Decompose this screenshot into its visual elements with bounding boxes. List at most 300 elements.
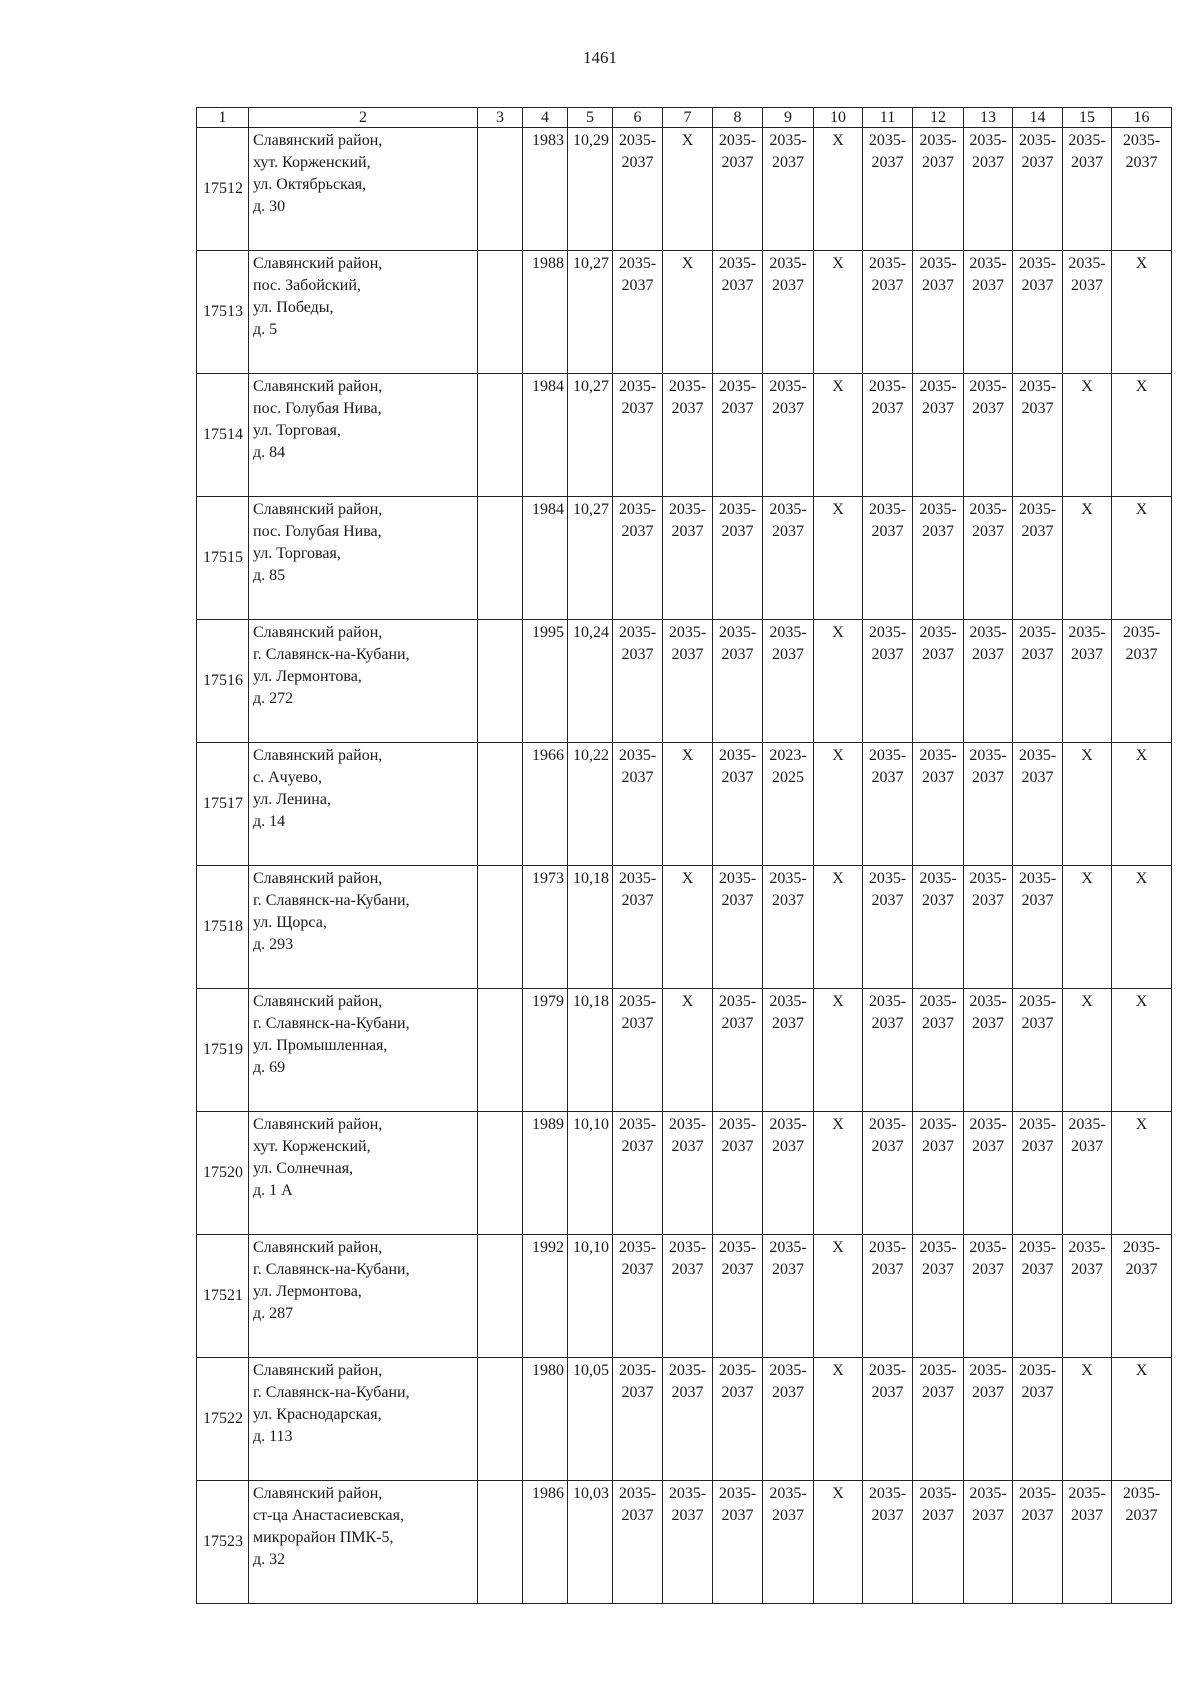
period-cell <box>913 620 964 743</box>
period-cell <box>1063 1112 1112 1235</box>
row-id: 17519 <box>197 989 249 1112</box>
period-cell <box>913 128 964 251</box>
mark-x: X <box>832 870 844 887</box>
period-line: 2037 <box>1125 646 1158 663</box>
period-line: 2035- <box>969 1116 1007 1133</box>
period-cell <box>613 989 663 1112</box>
row-address <box>249 374 478 497</box>
mark-x: X <box>681 993 694 1010</box>
period-line: 2035- <box>969 1362 1007 1379</box>
period-cell <box>763 251 814 374</box>
address-line: г. Славянск-на-Кубани, <box>253 1261 410 1278</box>
period-line: 2035- <box>769 1485 807 1502</box>
period-line: 2035- <box>1122 1239 1161 1256</box>
period-cell <box>1063 251 1112 374</box>
row-year: 1983 <box>523 128 568 251</box>
address-line: д. 32 <box>253 1551 286 1568</box>
address-line: ул. Октябрьская, <box>253 176 367 193</box>
header-cell-11: 11 <box>863 108 913 128</box>
period-cell <box>713 1112 763 1235</box>
row-value: 10,27 <box>568 374 613 497</box>
period-line: 2037 <box>721 1261 754 1278</box>
period-cell <box>613 1112 663 1235</box>
period-cell <box>613 866 663 989</box>
period-cell <box>763 866 814 989</box>
period-cell <box>863 128 913 251</box>
period-cell <box>863 1481 913 1604</box>
period-line: 2037 <box>721 1507 754 1524</box>
period-line: 2037 <box>621 1507 654 1524</box>
period-cell <box>663 866 713 989</box>
period-line: 2037 <box>1021 1507 1054 1524</box>
row-col3 <box>478 497 523 620</box>
period-line: 2035- <box>769 870 807 887</box>
period-line: 2035- <box>769 501 807 518</box>
row-value: 10,27 <box>568 251 613 374</box>
period-line: 2023- <box>769 747 807 764</box>
address-line: Славянский район, <box>253 1485 383 1502</box>
period-line: 2037 <box>772 1507 804 1524</box>
mark-x: X <box>832 1239 844 1256</box>
period-line: 2037 <box>772 1138 804 1155</box>
period-cell <box>713 866 763 989</box>
period-line: 2037 <box>621 1138 654 1155</box>
period-line: 2035- <box>769 378 807 395</box>
period-line: 2037 <box>922 277 954 294</box>
address-line: ул. Солнечная, <box>253 1160 354 1177</box>
header-cell-4: 4 <box>523 108 568 128</box>
mark-x: X <box>1135 1116 1148 1133</box>
row-col3 <box>478 1235 523 1358</box>
period-cell <box>1013 989 1063 1112</box>
period-cell <box>763 620 814 743</box>
period-line: 2037 <box>972 892 1004 909</box>
address-line: г. Славянск-на-Кубани, <box>253 1015 410 1032</box>
row-col3 <box>478 1112 523 1235</box>
period-line: 2035- <box>668 378 707 395</box>
mark-x: X <box>832 747 844 764</box>
period-cell <box>713 620 763 743</box>
period-line: 2037 <box>772 1261 804 1278</box>
period-line: 2037 <box>1021 1384 1054 1401</box>
row-address <box>249 128 478 251</box>
mark-x: X <box>1135 501 1148 518</box>
period-cell <box>863 374 913 497</box>
period-line: 2035- <box>769 624 807 641</box>
period-line: 2037 <box>671 1384 704 1401</box>
period-line: 2037 <box>871 1015 904 1032</box>
address-line: г. Славянск-на-Кубани, <box>253 892 410 909</box>
period-cell <box>663 128 713 251</box>
row-year: 1966 <box>523 743 568 866</box>
period-line: 2035- <box>969 378 1007 395</box>
row-id: 17518 <box>197 866 249 989</box>
period-cell <box>814 620 863 743</box>
address-line: д. 1 А <box>253 1182 293 1199</box>
period-line: 2035- <box>868 1239 907 1256</box>
period-line: 2035- <box>1018 993 1057 1010</box>
address-line: пос. Голубая Нива, <box>253 400 382 417</box>
period-line: 2037 <box>972 1261 1004 1278</box>
period-line: 2037 <box>721 1138 754 1155</box>
mark-x: X <box>1135 747 1148 764</box>
period-line: 2037 <box>1071 1507 1103 1524</box>
period-cell <box>964 251 1013 374</box>
period-line: 2037 <box>621 400 654 417</box>
address-line: д. 113 <box>253 1428 293 1445</box>
period-line: 2035- <box>1122 624 1161 641</box>
period-line: 2037 <box>1125 154 1158 171</box>
period-cell <box>1112 251 1172 374</box>
period-line: 2037 <box>972 523 1004 540</box>
period-line: 2037 <box>621 1261 654 1278</box>
address-line: ул. Торговая, <box>253 422 341 439</box>
address-line: ул. Торговая, <box>253 545 341 562</box>
address-line: Славянский район, <box>253 747 383 764</box>
period-cell <box>814 743 863 866</box>
address-line: Славянский район, <box>253 624 383 641</box>
period-cell <box>663 1112 713 1235</box>
period-line: 2035- <box>868 624 907 641</box>
period-line: 2037 <box>922 154 954 171</box>
period-cell <box>1063 374 1112 497</box>
period-line: 2037 <box>621 523 654 540</box>
period-line: 2035- <box>618 1116 657 1133</box>
period-line: 2035- <box>1018 1485 1057 1502</box>
period-cell <box>663 989 713 1112</box>
row-value: 10,18 <box>568 989 613 1112</box>
period-cell <box>814 251 863 374</box>
period-cell <box>1063 128 1112 251</box>
period-cell <box>663 1481 713 1604</box>
period-line: 2035- <box>618 1485 657 1502</box>
period-line: 2037 <box>871 1138 904 1155</box>
period-line: 2037 <box>621 892 654 909</box>
period-line: 2035- <box>718 501 757 518</box>
period-line: 2037 <box>972 154 1004 171</box>
period-line: 2037 <box>1021 154 1054 171</box>
address-line: д. 5 <box>253 321 278 338</box>
row-col3 <box>478 128 523 251</box>
period-line: 2035- <box>718 1239 757 1256</box>
row-col3 <box>478 989 523 1112</box>
period-line: 2035- <box>969 624 1007 641</box>
period-line: 2035- <box>668 1116 707 1133</box>
period-line: 2037 <box>972 646 1004 663</box>
row-id: 17517 <box>197 743 249 866</box>
period-cell <box>763 989 814 1112</box>
table-row <box>197 620 1172 743</box>
mark-x: X <box>832 1485 844 1502</box>
row-value: 10,05 <box>568 1358 613 1481</box>
period-cell <box>663 497 713 620</box>
period-cell <box>863 1235 913 1358</box>
row-id: 17522 <box>197 1358 249 1481</box>
period-line: 2037 <box>922 1507 954 1524</box>
period-line: 2037 <box>671 400 704 417</box>
period-line: 2035- <box>1018 747 1057 764</box>
period-line: 2037 <box>972 400 1004 417</box>
period-line: 2035- <box>868 378 907 395</box>
period-cell <box>1013 866 1063 989</box>
row-value: 10,24 <box>568 620 613 743</box>
period-cell <box>913 497 964 620</box>
row-id: 17513 <box>197 251 249 374</box>
period-line: 2037 <box>871 1507 904 1524</box>
period-line: 2035- <box>969 501 1007 518</box>
period-cell <box>913 1481 964 1604</box>
period-cell <box>1013 1481 1063 1604</box>
period-cell <box>713 497 763 620</box>
period-cell <box>814 866 863 989</box>
mark-x: X <box>681 747 694 764</box>
period-cell <box>1112 1481 1172 1604</box>
row-year: 1988 <box>523 251 568 374</box>
address-line: д. 84 <box>253 444 286 461</box>
period-cell <box>863 1358 913 1481</box>
period-cell <box>1112 128 1172 251</box>
table-row <box>197 128 1172 251</box>
row-year: 1984 <box>523 497 568 620</box>
period-cell <box>964 620 1013 743</box>
period-line: 2037 <box>671 1138 704 1155</box>
period-line: 2037 <box>671 646 704 663</box>
row-year: 1973 <box>523 866 568 989</box>
period-line: 2037 <box>621 154 654 171</box>
address-line: д. 85 <box>253 567 286 584</box>
period-line: 2035- <box>969 255 1007 272</box>
period-cell <box>713 374 763 497</box>
period-line: 2037 <box>671 523 704 540</box>
address-line: ул. Победы, <box>253 299 334 316</box>
period-line: 2037 <box>871 154 904 171</box>
period-line: 2037 <box>1071 277 1103 294</box>
address-line: ул. Ленина, <box>253 791 331 808</box>
period-line: 2035- <box>718 378 757 395</box>
period-cell <box>1063 866 1112 989</box>
header-cell-2: 2 <box>249 108 478 128</box>
period-cell <box>663 743 713 866</box>
row-col3 <box>478 620 523 743</box>
period-cell <box>613 374 663 497</box>
period-line: 2037 <box>972 1507 1004 1524</box>
period-cell <box>613 497 663 620</box>
period-cell <box>814 989 863 1112</box>
period-line: 2037 <box>972 1138 1004 1155</box>
address-line: ул. Лермонтова, <box>253 1283 362 1300</box>
address-line: Славянский район, <box>253 993 383 1010</box>
period-cell <box>964 1112 1013 1235</box>
period-cell <box>1112 1235 1172 1358</box>
period-line: 2037 <box>871 892 904 909</box>
period-cell <box>613 620 663 743</box>
period-line: 2035- <box>868 747 907 764</box>
mark-x: X <box>681 870 694 887</box>
period-line: 2035- <box>618 501 657 518</box>
period-line: 2037 <box>922 523 954 540</box>
period-cell <box>863 497 913 620</box>
table-row <box>197 1481 1172 1604</box>
mark-x: X <box>832 993 844 1010</box>
mark-x: X <box>832 624 844 641</box>
header-cell-7: 7 <box>663 108 713 128</box>
mark-x: X <box>1135 1362 1148 1379</box>
row-address <box>249 251 478 374</box>
row-year: 1989 <box>523 1112 568 1235</box>
address-line: ст-ца Анастасиевская, <box>253 1507 405 1524</box>
period-line: 2035- <box>1018 132 1057 149</box>
period-cell <box>663 374 713 497</box>
period-line: 2035- <box>969 993 1007 1010</box>
period-line: 2035- <box>618 378 657 395</box>
period-line: 2037 <box>972 769 1004 786</box>
period-cell <box>863 989 913 1112</box>
period-cell <box>964 989 1013 1112</box>
period-line: 2037 <box>871 523 904 540</box>
period-cell <box>964 128 1013 251</box>
header-cell-8: 8 <box>713 108 763 128</box>
period-line: 2035- <box>919 378 957 395</box>
row-address <box>249 989 478 1112</box>
period-line: 2035- <box>868 993 907 1010</box>
period-line: 2035- <box>868 255 907 272</box>
period-line: 2037 <box>922 769 954 786</box>
period-cell <box>863 743 913 866</box>
mark-x: X <box>832 1362 844 1379</box>
period-line: 2035- <box>1068 1485 1106 1502</box>
header-cell-14: 14 <box>1013 108 1063 128</box>
period-line: 2035- <box>919 870 957 887</box>
period-cell <box>1013 251 1063 374</box>
period-line: 2035- <box>668 1362 707 1379</box>
row-address <box>249 620 478 743</box>
period-cell <box>713 1235 763 1358</box>
period-line: 2035- <box>718 870 757 887</box>
header-cell-1: 1 <box>197 108 249 128</box>
mark-x: X <box>1135 993 1148 1010</box>
row-col3 <box>478 743 523 866</box>
period-line: 2035- <box>1068 255 1106 272</box>
address-line: Славянский район, <box>253 501 383 518</box>
header-cell-16: 16 <box>1112 108 1172 128</box>
period-line: 2037 <box>1021 1261 1054 1278</box>
header-cell-12: 12 <box>913 108 964 128</box>
period-line: 2035- <box>1018 1116 1057 1133</box>
period-cell <box>814 1481 863 1604</box>
period-line: 2037 <box>772 154 804 171</box>
period-line: 2037 <box>871 646 904 663</box>
period-cell <box>713 251 763 374</box>
address-line: хут. Корженский, <box>253 154 371 171</box>
period-line: 2035- <box>919 132 957 149</box>
period-cell <box>814 1112 863 1235</box>
period-cell <box>1112 374 1172 497</box>
period-line: 2035- <box>1018 378 1057 395</box>
period-line: 2025 <box>772 769 804 786</box>
period-cell <box>763 1481 814 1604</box>
row-col3 <box>478 866 523 989</box>
period-cell <box>1112 1112 1172 1235</box>
period-line: 2037 <box>871 277 904 294</box>
period-line: 2035- <box>668 1485 707 1502</box>
period-cell <box>1013 374 1063 497</box>
period-line: 2037 <box>621 1384 654 1401</box>
period-cell <box>913 743 964 866</box>
period-line: 2035- <box>1068 624 1106 641</box>
address-line: ул. Лермонтова, <box>253 668 362 685</box>
period-cell <box>713 128 763 251</box>
period-line: 2037 <box>721 646 754 663</box>
mark-x: X <box>1081 993 1093 1010</box>
period-cell <box>964 497 1013 620</box>
address-line: д. 287 <box>253 1305 294 1322</box>
period-line: 2035- <box>769 132 807 149</box>
period-line: 2035- <box>618 870 657 887</box>
address-line: Славянский район, <box>253 255 383 272</box>
period-line: 2037 <box>772 1384 804 1401</box>
row-address <box>249 497 478 620</box>
period-cell <box>863 620 913 743</box>
period-line: 2035- <box>769 993 807 1010</box>
header-cell-6: 6 <box>613 108 663 128</box>
period-line: 2035- <box>1122 132 1161 149</box>
period-cell <box>1063 1358 1112 1481</box>
period-line: 2035- <box>919 255 957 272</box>
period-line: 2037 <box>772 523 804 540</box>
period-line: 2037 <box>772 646 804 663</box>
header-cell-3: 3 <box>478 108 523 128</box>
period-line: 2035- <box>919 624 957 641</box>
period-cell <box>964 374 1013 497</box>
mark-x: X <box>1135 870 1148 887</box>
period-line: 2037 <box>1125 1507 1158 1524</box>
period-line: 2035- <box>919 993 957 1010</box>
mark-x: X <box>1081 501 1093 518</box>
period-cell <box>1112 989 1172 1112</box>
period-cell <box>713 1358 763 1481</box>
row-address <box>249 1358 478 1481</box>
period-line: 2035- <box>769 1116 807 1133</box>
period-line: 2037 <box>1071 1138 1103 1155</box>
period-cell <box>663 251 713 374</box>
table-row <box>197 1235 1172 1358</box>
mark-x: X <box>832 255 844 272</box>
address-line: д. 293 <box>253 936 294 953</box>
mark-x: X <box>1081 747 1093 764</box>
period-line: 2035- <box>668 624 707 641</box>
mark-x: X <box>681 132 694 149</box>
period-cell <box>863 1112 913 1235</box>
period-line: 2037 <box>721 769 754 786</box>
address-line: Славянский район, <box>253 378 383 395</box>
table-row <box>197 374 1172 497</box>
period-cell <box>913 1112 964 1235</box>
period-line: 2035- <box>1018 624 1057 641</box>
mark-x: X <box>832 378 844 395</box>
period-line: 2037 <box>621 769 654 786</box>
table-row <box>197 1112 1172 1235</box>
period-line: 2035- <box>919 1362 957 1379</box>
address-line: д. 30 <box>253 198 286 215</box>
period-line: 2035- <box>618 993 657 1010</box>
address-line: с. Ачуево, <box>253 769 323 786</box>
address-line: Славянский район, <box>253 1239 383 1256</box>
period-line: 2037 <box>871 1384 904 1401</box>
period-line: 2035- <box>868 1485 907 1502</box>
period-line: 2037 <box>671 1261 704 1278</box>
period-line: 2035- <box>868 501 907 518</box>
period-line: 2035- <box>1018 1239 1057 1256</box>
